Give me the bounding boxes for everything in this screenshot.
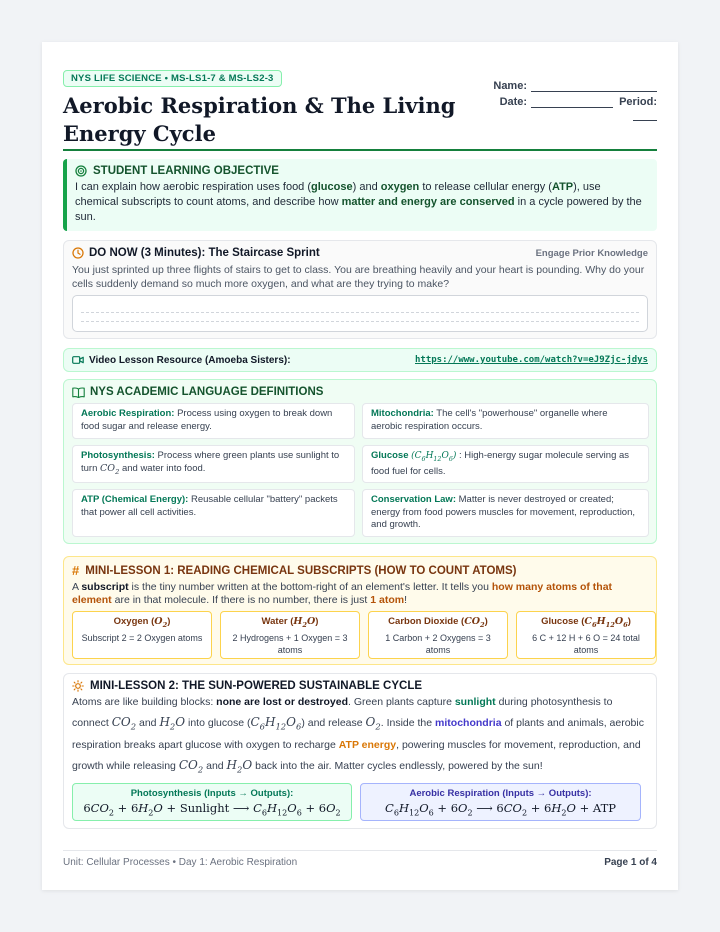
photosynthesis-equation: $6CO_2 + 6H_2O$ + Sunlight ⟶ $C_6H_{12}O_6 + 6O_2$ — [83, 800, 341, 818]
definition-atp: ATP (Chemical Energy): Reusable cellular "battery" packets that power all cell activities. — [72, 489, 355, 537]
period-field[interactable] — [633, 110, 657, 121]
answer-line — [81, 304, 639, 313]
definition-conservation-law: Conservation Law: Matter is never destroyed or created; energy from food powers muscles for movement, reproduction, and growth. — [362, 489, 649, 537]
video-resource-bar — [63, 348, 657, 372]
video-link[interactable]: https://www.youtube.com/watch?v=eJ9Zjc-jdys — [415, 355, 648, 365]
title-divider — [63, 149, 657, 151]
respiration-equation: $C_6H_{12}O_6 + 6O_2$ ⟶ $6CO_2 + 6H_2O$ + ATP — [385, 800, 616, 818]
date-label: Date: — [499, 96, 528, 108]
definitions-heading: NYS ACADEMIC LANGUAGE DEFINITIONS — [90, 386, 324, 398]
photosynthesis-equation-box: Photosynthesis (Inputs → Outputs): $6CO_2 + 6H_2O$ + Sunlight ⟶ $C_6H_{12}O_6 + 6O_2$ — [72, 783, 352, 821]
video-label: Video Lesson Resource (Amoeba Sisters): — [89, 354, 291, 366]
page-title: Aerobic Respiration & The Living Energy Cycle — [63, 93, 456, 146]
worksheet-page — [42, 42, 678, 890]
do-now-heading: DO NOW (3 Minutes): The Staircase Sprint — [89, 247, 320, 259]
clock-icon — [72, 247, 84, 259]
do-now-answer-box[interactable] — [72, 295, 648, 332]
objective-heading: STUDENT LEARNING OBJECTIVE — [93, 165, 279, 177]
page-footer — [63, 850, 657, 868]
mini-lesson-1-heading: MINI-LESSON 1: READING CHEMICAL SUBSCRIPTS (HOW TO COUNT ATOMS) — [85, 564, 517, 577]
book-icon — [72, 387, 85, 398]
definition-aerobic-respiration: Aerobic Respiration: Process using oxygen to break down food sugar and release energy. — [72, 403, 355, 439]
do-now-prompt: You just sprinted up three flights of stairs to get to class. You are breathing heavily and your heart is pounding. Why do your cells suddenly demand so much more oxygen, and what are they trying to make? — [72, 264, 645, 290]
video-camera-icon — [72, 355, 84, 365]
do-now-section — [63, 240, 657, 339]
definition-glucose: Glucose $(C_6H_{12}O_6)$ : High-energy sugar molecule serving as food fuel for cells. — [362, 445, 649, 483]
mini-lesson-2-heading: MINI-LESSON 2: THE SUN-POWERED SUSTAINABLE CYCLE — [90, 680, 423, 692]
standards-badge: NYS LIFE SCIENCE • MS-LS1-7 & MS-LS2-3 — [63, 70, 282, 87]
definition-mitochondria: Mitochondria: The cell's "powerhouse" organelle where aerobic respiration occurs. — [362, 403, 649, 439]
name-field[interactable] — [531, 81, 657, 92]
footer-unit: Unit: Cellular Processes • Day 1: Aerobic Respiration — [63, 857, 298, 868]
mini-lesson-1 — [63, 556, 657, 665]
worksheet-content — [63, 68, 657, 818]
do-now-tag: Engage Prior Knowledge — [535, 247, 648, 259]
name-label: Name: — [493, 80, 527, 92]
subscript-card-carbon-dioxide: Carbon Dioxide $(CO_2)$ 1 Carbon + 2 Oxygens = 3 atoms — [368, 611, 508, 659]
sun-icon — [72, 680, 84, 692]
respiration-equation-box: Aerobic Respiration (Inputs → Outputs): $C_6H_{12}O_6 + 6O_2$ ⟶ $6CO_2 + 6H_2O$ + ATP — [360, 783, 641, 821]
learning-objective — [63, 159, 657, 231]
subscript-card-oxygen: Oxygen $(O_2)$ Subscript 2 = 2 Oxygen atoms — [72, 611, 212, 659]
definitions-section — [63, 379, 657, 544]
mini-lesson-2-text: Atoms are like building blocks: none are lost or destroyed. Green plants capture sunlight during photosynthesis to connect $CO_2$ and $H_2O$ into glucose $(C_6H_{12}O_6)$ and release $O_2$. Inside the mitochondria of plants and animals, aerobic respiration breaks apart glucose with oxygen to recharge ATP energy, powering muscles for movement, reproduction, and growth while releasing $CO_2$ and $H_2O$ back into the air. Matter cycles endlessly, powered by the sun! — [72, 696, 644, 775]
period-label: Period: — [619, 96, 657, 108]
definition-photosynthesis: Photosynthesis: Process where green plants use sunlight to turn $CO_2$ and water into food. — [72, 445, 355, 483]
objective-text: I can explain how aerobic respiration uses food (glucose) and oxygen to release cellular energy (ATP), use chemical subscripts to count atoms, and describe how matter and energy are conserved in a cycle powered by the sun. — [75, 181, 642, 223]
page-number: Page 1 of 4 — [604, 857, 657, 868]
student-info-box — [487, 80, 657, 123]
date-field[interactable] — [531, 97, 613, 108]
subscript-card-water: Water $(H_2O)$ 2 Hydrogens + 1 Oxygen = 3 atoms — [220, 611, 360, 659]
mini-lesson-1-text: A subscript is the tiny number written at the bottom-right of an element's letter. It tells you how many atoms of that element are in that molecule. If there is no number, there is just 1 atom! — [72, 581, 613, 606]
mini-lesson-2 — [63, 673, 657, 829]
target-icon — [75, 165, 87, 177]
header — [63, 68, 657, 148]
subscript-card-glucose: Glucose $(C_6H_{12}O_6)$ 6 C + 12 H + 6 O = 24 total atoms — [516, 611, 656, 659]
answer-line — [81, 313, 639, 322]
hashtag-icon: # — [72, 563, 80, 578]
